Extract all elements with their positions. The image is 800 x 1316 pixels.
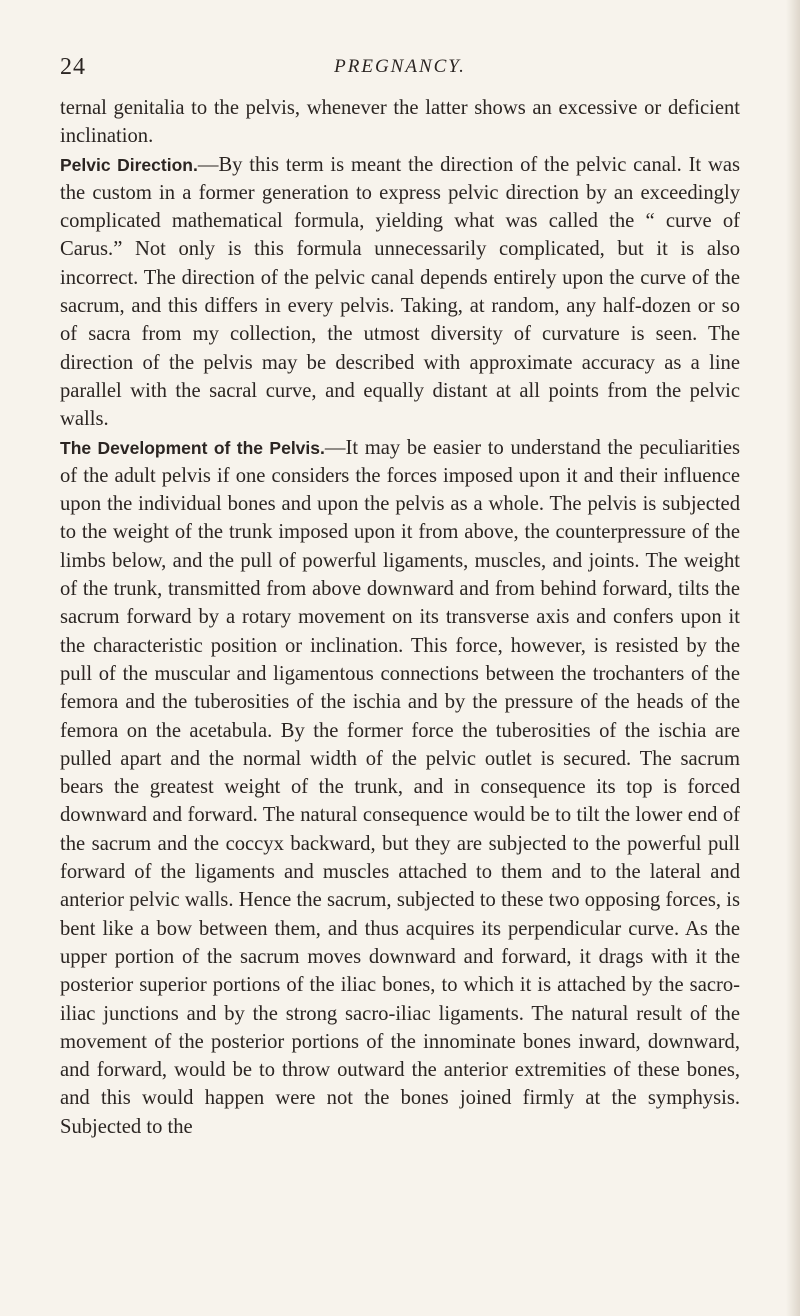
paragraph-intro: ternal genitalia to the pelvis, whenever the latter shows an excessive or deficient inclination. xyxy=(60,97,740,148)
paragraph-development xyxy=(60,434,740,1141)
page-edge-shadow xyxy=(786,0,800,1316)
section-heading-pelvic-direction: Pelvic Direction. xyxy=(60,154,198,175)
page-header xyxy=(60,54,740,90)
body-text xyxy=(60,94,740,1141)
page-number: 24 xyxy=(60,54,86,80)
running-head: PREGNANCY. xyxy=(334,56,466,77)
paragraph-pelvic-direction xyxy=(60,151,740,434)
paragraph-pelvic-direction-text: —By this term is meant the direction of the pelvic canal. It was the custom in a former generation to express pelvic direction by an exceedingly complicated mathematical formula, yielding what was called the “ curve of Carus.” Not only is this formula unnecessarily complicated, but it is also incorrect. The direction of the pelvic canal depends entirely upon the curve of the sacrum, and this differs in every pelvis. Taking, at random, any half-dozen or so of sacra from my collection, the utmost diversity of curvature is seen. The direction of the pelvis may be described with approximate accuracy as a line parallel with the sacral curve, and equally distant at all points from the pelvic walls. xyxy=(60,153,740,431)
paragraph-development-text: —It may be easier to understand the peculiarities of the adult pelvis if one considers the forces imposed upon it and their influence upon the individual bones and upon the pelvis as a whole. The pelvis is subjected to the weight of the trunk imposed upon it from above, the counterpressure of the limbs below, and the pull of powerful ligaments, muscles, and joints. The weight of the trunk, transmitted from above downward and from behind forward, tilts the sacrum forward by a rotary movement on its transverse axis and confers upon it the characteristic position or inclination. This force, however, is resisted by the pull of the muscular and ligamentous connections between the trochanters of the femora and the tuberosities of the ischia and by the pressure of the heads of the femora on the acetabula. By the former force the tuberosities of the ischia are pulled apart and the normal width of the pelvic outlet is secured. The sacrum bears the greatest weight of the trunk, and in consequence its top is forced downward and forward. The natural consequence would be to tilt the lower end of the sacrum and the coccyx backward, but they are subjected to the powerful pull forward of the ligaments and muscles attached to them and to the lateral and anterior pelvic walls. Hence the sacrum, subjected to these two opposing forces, is bent like a bow between them, and thus acquires its perpendicular curve. As the upper portion of the sacrum moves downward and forward, it drags with it the posterior superior portions of the iliac bones, to which it is attached by the sacro-iliac junctions and by the strong sacro-iliac ligaments. The natural result of the movement of the posterior portions of the innominate bones inward, downward, and forward, would be to throw outward the anterior extremities of these bones, and this would happen were not the bones joined firmly at the symphysis. Subjected to the xyxy=(60,436,741,1138)
section-heading-development: The Development of the Pelvis. xyxy=(60,437,325,458)
